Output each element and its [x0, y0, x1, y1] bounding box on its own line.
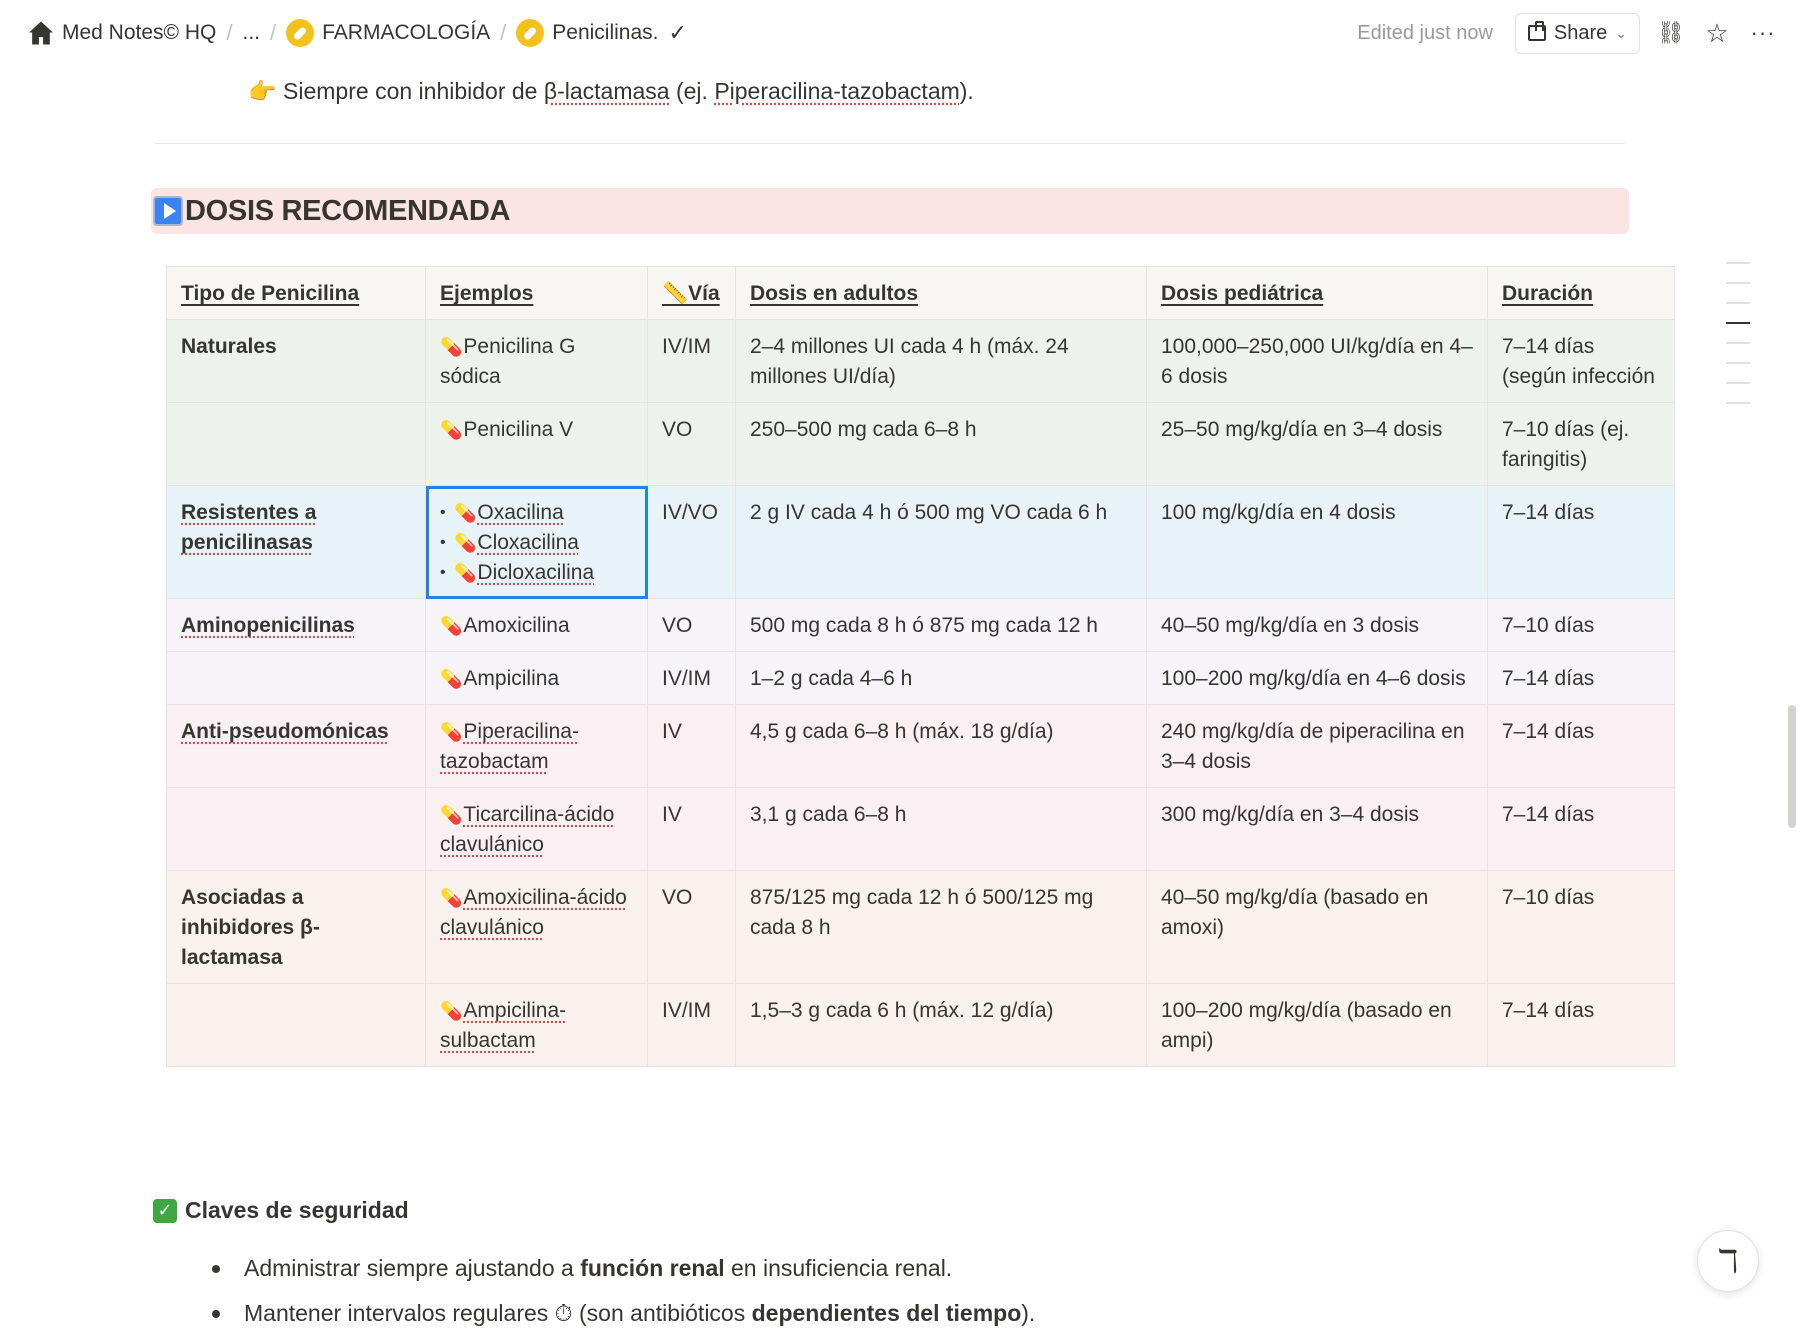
- dosage-table: [166, 266, 1674, 1067]
- cell-route[interactable]: IV/IM: [648, 652, 736, 705]
- toc-marker[interactable]: [1726, 382, 1750, 384]
- cell-duration[interactable]: 7–14 días: [1488, 652, 1675, 705]
- cell-duration[interactable]: 7–14 días: [1488, 486, 1675, 599]
- pill-icon: [516, 19, 544, 47]
- bullet-text: Mantener intervalos regulares: [244, 1300, 555, 1326]
- cell-adult[interactable]: 875/125 mg cada 12 h ó 500/125 mg cada 8 h: [736, 871, 1147, 984]
- check-icon: ✓: [153, 1199, 177, 1223]
- cell-duration[interactable]: 7–14 días: [1488, 705, 1675, 788]
- pill-icon: 💊: [454, 563, 477, 583]
- table-row: [167, 705, 1675, 788]
- toc-marker[interactable]: [1726, 402, 1750, 404]
- breadcrumb-separator: /: [270, 20, 277, 45]
- table-row: [167, 486, 1675, 599]
- share-label: Share: [1553, 21, 1608, 44]
- toc-marker[interactable]: [1726, 302, 1750, 304]
- table-row: [167, 320, 1675, 403]
- cell-pediatric[interactable]: 100,000–250,000 UI/kg/día en 4–6 dosis: [1147, 320, 1488, 403]
- pill-icon: 💊: [454, 503, 477, 523]
- pill-icon: [286, 19, 314, 47]
- cell-duration[interactable]: 7–14 días: [1488, 984, 1675, 1067]
- cell-route[interactable]: VO: [648, 871, 736, 984]
- example-text: Ampicilina: [463, 667, 560, 690]
- cell-route[interactable]: IV: [648, 705, 736, 788]
- cell-pediatric[interactable]: 300 mg/kg/día en 3–4 dosis: [1147, 788, 1488, 871]
- cell-adult[interactable]: 4,5 g cada 6–8 h (máx. 18 g/día): [736, 705, 1147, 788]
- example-text: Ampicilina-sulbactam: [440, 999, 567, 1052]
- cell-adult[interactable]: 2–4 millones UI cada 4 h (máx. 24 millones UI/día): [736, 320, 1147, 403]
- cell-pediatric[interactable]: 240 mg/kg/día de piperacilina en 3–4 dosis: [1147, 705, 1488, 788]
- breadcrumb-workspace[interactable]: [22, 16, 222, 50]
- cell-route[interactable]: VO: [648, 599, 736, 652]
- intro-term-beta-lactamase: β-lactamasa: [543, 78, 670, 104]
- example-text: Amoxicilina-ácido clavulánico: [440, 886, 627, 939]
- more-icon: ···: [1750, 20, 1776, 45]
- cell-example[interactable]: [426, 984, 648, 1067]
- cell-adult[interactable]: 2 g IV cada 4 h ó 500 mg VO cada 6 h: [736, 486, 1147, 599]
- list-item[interactable]: [210, 1291, 1035, 1329]
- example-text: Dicloxacilina: [477, 561, 595, 584]
- breadcrumb: [22, 15, 693, 51]
- cell-pediatric[interactable]: 40–50 mg/kg/día en 3 dosis: [1147, 599, 1488, 652]
- example-text: Cloxacilina: [477, 531, 579, 554]
- example-text: Oxacilina: [477, 501, 564, 524]
- cell-adult[interactable]: 1,5–3 g cada 6 h (máx. 12 g/día): [736, 984, 1147, 1067]
- pill-icon: 💊: [440, 888, 463, 908]
- scrollbar-thumb[interactable]: [1788, 705, 1796, 828]
- example-list: [440, 498, 633, 588]
- table-row: [167, 871, 1675, 984]
- breadcrumb-section[interactable]: [280, 15, 496, 51]
- intro-text-mid: (ej.: [669, 78, 715, 104]
- list-item: [440, 558, 633, 588]
- cell-route[interactable]: IV/VO: [648, 486, 736, 599]
- top-bar: [0, 0, 1800, 66]
- cell-example[interactable]: [426, 871, 648, 984]
- intro-text-after: ).: [959, 78, 974, 104]
- cell-route[interactable]: VO: [648, 403, 736, 486]
- table-of-contents-rail[interactable]: [1726, 262, 1750, 404]
- page-label: Penicilinas.: [552, 21, 659, 44]
- toc-marker[interactable]: [1726, 342, 1750, 344]
- list-item: [440, 498, 633, 528]
- share-button[interactable]: [1515, 13, 1640, 54]
- dosis-heading: DOSIS RECOMENDADA: [185, 194, 511, 227]
- table-row: [167, 403, 1675, 486]
- edited-status: Edited just now: [1357, 21, 1493, 44]
- safety-heading[interactable]: [153, 1197, 409, 1224]
- divider: [155, 143, 1625, 144]
- cell-example[interactable]: [426, 788, 648, 871]
- cell-example[interactable]: [426, 403, 648, 486]
- toc-marker[interactable]: [1726, 262, 1750, 264]
- dosis-heading-block[interactable]: [151, 188, 1629, 234]
- header-pediatric-dose[interactable]: Dosis pediátrica: [1147, 267, 1488, 320]
- cell-adult[interactable]: 3,1 g cada 6–8 h: [736, 788, 1147, 871]
- cell-type[interactable]: Aminopenicilinas: [167, 599, 426, 652]
- favorite-button[interactable]: [1702, 18, 1732, 48]
- play-button-icon: [153, 196, 183, 226]
- example-text: Amoxicilina: [463, 614, 570, 637]
- bullet-text: ).: [1021, 1300, 1036, 1326]
- cell-example-selected[interactable]: [426, 486, 648, 599]
- ai-icon: ℸ: [1717, 1242, 1739, 1280]
- cell-type[interactable]: Anti-pseudomónicas: [167, 705, 426, 788]
- pointing-hand-icon: 👉: [248, 78, 277, 104]
- cell-example[interactable]: [426, 320, 648, 403]
- bullet-text: en insuficiencia renal.: [724, 1255, 953, 1281]
- safety-title: Claves de seguridad: [185, 1197, 409, 1223]
- example-text: Penicilina V: [463, 418, 574, 441]
- cell-example[interactable]: [426, 599, 648, 652]
- cell-type[interactable]: Naturales: [167, 320, 426, 403]
- pill-icon: 💊: [440, 616, 463, 636]
- workspace-label: Med Notes© HQ: [62, 21, 217, 44]
- toc-marker-active[interactable]: [1726, 322, 1750, 324]
- cell-pediatric[interactable]: 25–50 mg/kg/día en 3–4 dosis: [1147, 403, 1488, 486]
- cell-pediatric[interactable]: 40–50 mg/kg/día (basado en amoxi): [1147, 871, 1488, 984]
- share-icon: [1528, 25, 1546, 41]
- cell-type[interactable]: [167, 403, 426, 486]
- cell-example[interactable]: [426, 652, 648, 705]
- example-text: Piperacilina-tazobactam: [440, 720, 579, 773]
- cell-duration[interactable]: 7–10 días: [1488, 599, 1675, 652]
- cell-adult[interactable]: 500 mg cada 8 h ó 875 mg cada 12 h: [736, 599, 1147, 652]
- pill-icon: 💊: [440, 669, 463, 689]
- cell-example[interactable]: [426, 705, 648, 788]
- table-row: [167, 652, 1675, 705]
- cell-pediatric[interactable]: 100 mg/kg/día en 4 dosis: [1147, 486, 1488, 599]
- stopwatch-icon: ⏱: [554, 1300, 573, 1326]
- cell-duration[interactable]: 7–10 días: [1488, 871, 1675, 984]
- cell-duration[interactable]: 7–14 días (según infección: [1488, 320, 1675, 403]
- cell-type[interactable]: Asociadas a inhibidores β-lactamasa: [167, 871, 426, 984]
- more-button[interactable]: [1748, 18, 1778, 48]
- example-text: Ticarcilina-ácido clavulánico: [440, 803, 615, 856]
- cell-route[interactable]: IV/IM: [648, 320, 736, 403]
- ellipsis-label: ...: [242, 21, 260, 44]
- header-route[interactable]: 📏Vía: [648, 267, 736, 320]
- section-label: FARMACOLOGÍA: [322, 21, 491, 44]
- check-icon: ✓: [668, 20, 687, 45]
- breadcrumb-ellipsis[interactable]: [236, 17, 266, 49]
- breadcrumb-page[interactable]: [510, 15, 693, 51]
- breadcrumb-separator: /: [226, 20, 233, 45]
- copy-link-button[interactable]: [1656, 18, 1686, 48]
- cell-adult[interactable]: 250–500 mg cada 6–8 h: [736, 403, 1147, 486]
- breadcrumb-separator: /: [500, 20, 507, 45]
- cell-route[interactable]: IV: [648, 788, 736, 871]
- table-header-row: [167, 267, 1675, 320]
- safety-list: [210, 1246, 1035, 1329]
- table-row: [167, 984, 1675, 1067]
- toc-marker[interactable]: [1726, 282, 1750, 284]
- bullet-text: (son antibióticos: [572, 1300, 752, 1326]
- table-row: [167, 788, 1675, 871]
- cell-duration[interactable]: 7–10 días (ej. faringitis): [1488, 403, 1675, 486]
- ai-assistant-button[interactable]: [1697, 1230, 1759, 1292]
- list-item[interactable]: [210, 1246, 1035, 1291]
- header-adult-dose[interactable]: Dosis en adultos: [736, 267, 1147, 320]
- star-icon: ☆: [1705, 17, 1729, 48]
- header-duration[interactable]: Duración: [1488, 267, 1675, 320]
- pill-icon: 💊: [440, 337, 463, 357]
- cell-pediatric[interactable]: 100–200 mg/kg/día en 4–6 dosis: [1147, 652, 1488, 705]
- cell-duration[interactable]: 7–14 días: [1488, 788, 1675, 871]
- cell-type[interactable]: Resistentes a penicilinasas: [167, 486, 426, 599]
- list-item: [440, 528, 633, 558]
- cell-type[interactable]: [167, 652, 426, 705]
- bullet-bold: función renal: [580, 1255, 725, 1281]
- example-text: Penicilina G sódica: [440, 335, 576, 388]
- bullet-text: Administrar siempre ajustando a: [244, 1255, 581, 1281]
- cell-adult[interactable]: 1–2 g cada 4–6 h: [736, 652, 1147, 705]
- top-actions: [1357, 13, 1778, 54]
- table-row: [167, 599, 1675, 652]
- link-icon: ⛓: [1657, 20, 1685, 45]
- cell-route[interactable]: IV/IM: [648, 984, 736, 1067]
- intro-term-piperacillin: Piperacilina-tazobactam: [714, 78, 960, 104]
- chevron-down-icon: ⌄: [1615, 24, 1627, 41]
- cell-pediatric[interactable]: 100–200 mg/kg/día (basado en ampi): [1147, 984, 1488, 1067]
- pill-icon: 💊: [440, 420, 463, 440]
- cell-type[interactable]: [167, 788, 426, 871]
- pill-icon: 💊: [440, 805, 463, 825]
- toc-marker[interactable]: [1726, 362, 1750, 364]
- intro-text-before: Siempre con inhibidor de: [283, 78, 544, 104]
- intro-callout[interactable]: [248, 78, 974, 105]
- header-type[interactable]: Tipo de Penicilina: [167, 267, 426, 320]
- pill-icon: 💊: [440, 1001, 463, 1021]
- pill-icon: 💊: [440, 722, 463, 742]
- home-icon: [28, 20, 54, 46]
- bullet-bold: dependientes del tiempo: [751, 1300, 1022, 1326]
- header-examples[interactable]: Ejemplos: [426, 267, 648, 320]
- cell-type[interactable]: [167, 984, 426, 1067]
- pill-icon: 💊: [454, 533, 477, 553]
